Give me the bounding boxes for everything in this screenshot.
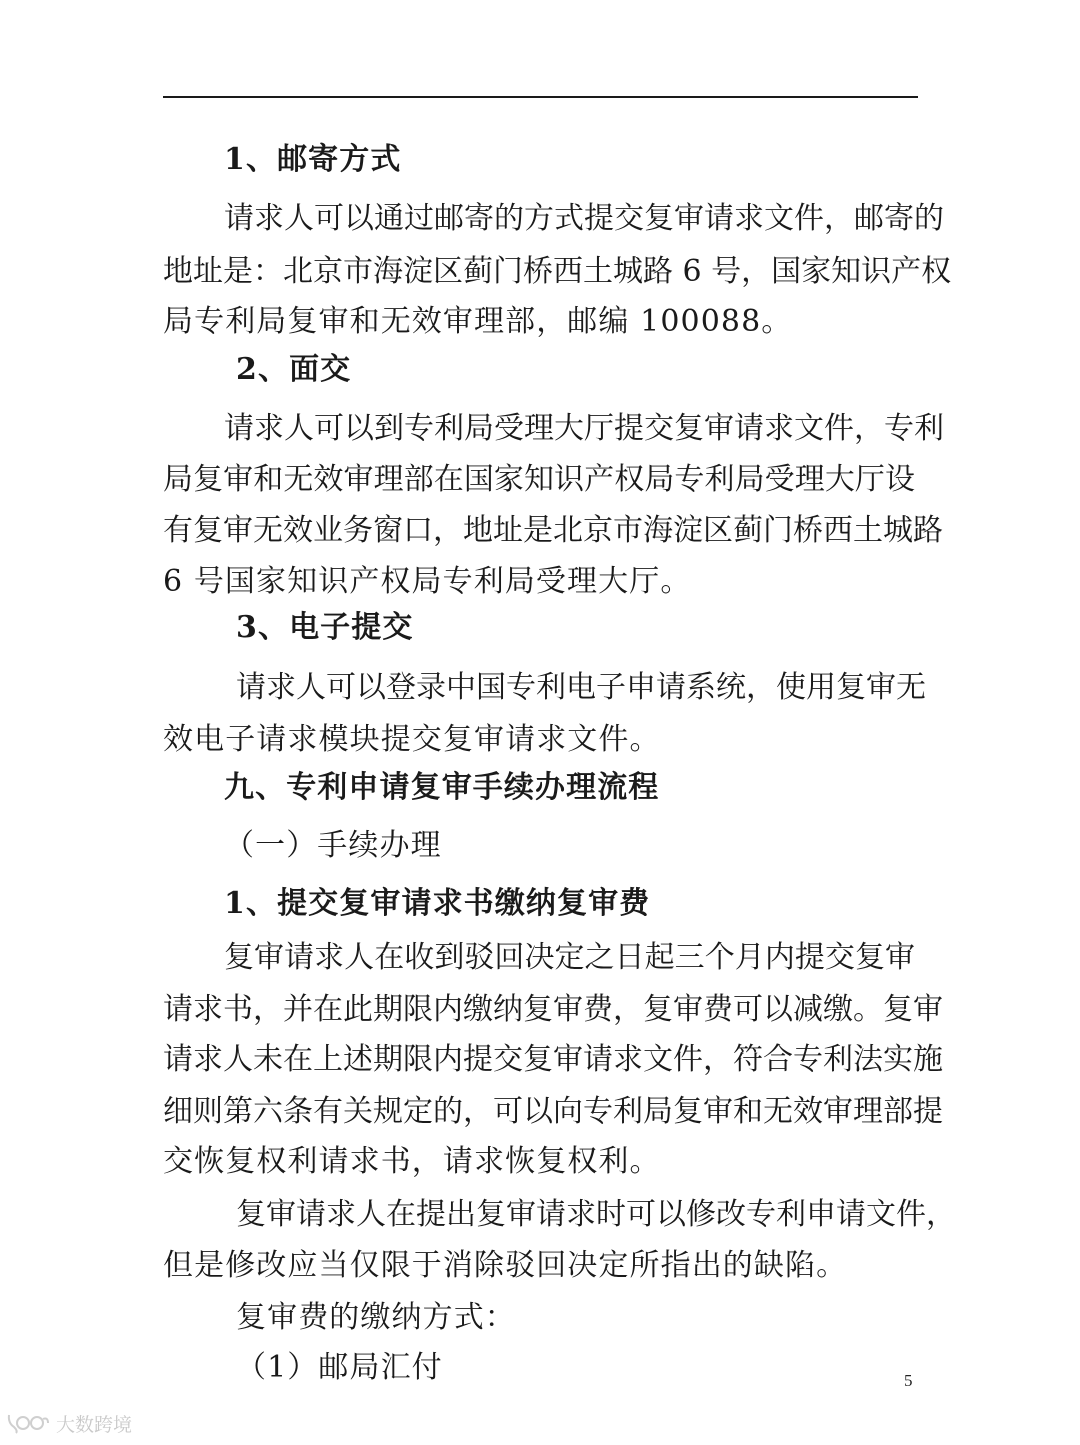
- paragraph-line: 复审请求人在提出复审请求时可以修改专利申请文件，: [236, 1197, 956, 1232]
- heading-in-person: 2、面交: [236, 352, 352, 387]
- paragraph-line: 但是修改应当仅限于消除驳回决定所指出的缺陷。: [163, 1248, 848, 1283]
- subsection-heading: （一）手续办理: [224, 828, 442, 863]
- paragraph-line: 地址是：北京市海淀区蓟门桥西土城路 6 号，国家知识产权: [163, 254, 952, 289]
- paragraph-line: 6 号国家知识产权局专利局受理大厅。: [163, 564, 692, 599]
- paragraph-line: 交恢复权利请求书，请求恢复权利。: [163, 1144, 661, 1179]
- paragraph-line: 复审请求人在收到驳回决定之日起三个月内提交复审: [224, 940, 915, 975]
- list-item: （1）邮局汇付: [236, 1350, 443, 1385]
- paragraph-line: 局专利局复审和无效审理部，邮编 100088。: [163, 304, 793, 339]
- page-number: 5: [904, 1371, 913, 1390]
- paragraph-line: 有复审无效业务窗口，地址是北京市海淀区蓟门桥西土城路: [163, 513, 943, 548]
- watermark: [6, 1408, 132, 1438]
- paragraph-line: 请求人未在上述期限内提交复审请求文件，符合专利法实施: [163, 1042, 943, 1077]
- paragraph-line: 请求人可以通过邮寄的方式提交复审请求文件，邮寄的: [224, 201, 944, 236]
- paragraph-line: 细则第六条有关规定的，可以向专利局复审和无效审理部提: [163, 1094, 943, 1129]
- paragraph-line: 请求书，并在此期限内缴纳复审费，复审费可以减缴。复审: [163, 992, 943, 1027]
- heading-submit-request: 1、提交复审请求书缴纳复审费: [224, 886, 651, 921]
- paragraph-line: 局复审和无效审理部在国家知识产权局专利局受理大厅设: [163, 462, 915, 497]
- header-rule: [163, 96, 918, 98]
- paragraph-line: 复审费的缴纳方式：: [236, 1300, 516, 1335]
- paragraph-line: 效电子请求模块提交复审请求文件。: [163, 722, 661, 757]
- section-heading: 九、专利申请复审手续办理流程: [224, 770, 660, 805]
- watermark-text: 大数跨境: [56, 1413, 133, 1436]
- heading-electronic: 3、电子提交: [236, 610, 414, 645]
- heading-mail: 1、邮寄方式: [224, 142, 402, 177]
- watermark-logo-icon: [6, 1411, 50, 1435]
- paragraph-line: 请求人可以到专利局受理大厅提交复审请求文件，专利: [224, 411, 944, 446]
- paragraph-line: 请求人可以登录中国专利电子申请系统，使用复审无: [236, 670, 926, 705]
